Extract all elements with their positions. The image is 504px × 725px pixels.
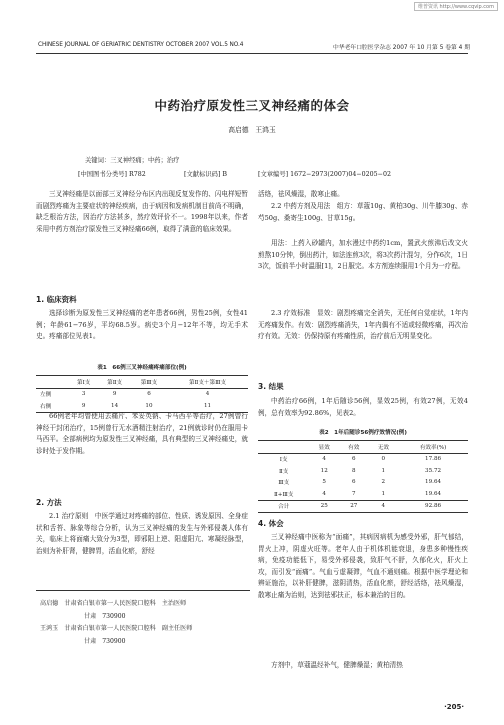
table-2-caption: 表2 1年后随诊56例疗效情况(例) [319,430,407,436]
table-row [258,465,468,477]
table-header-cell: 第Ⅱ支 [98,376,131,389]
table-1-caption: 表1 66例三叉神经痛疼痛部位(例) [97,365,187,371]
article-title: 中药治疗原发性三叉神经痛的体会 [154,98,350,113]
table-header-cell: 第Ⅲ支 [131,376,167,389]
table-cell: Ⅰ支 [279,457,288,464]
table-cell: 14 [98,400,131,412]
table-header-row [36,376,248,389]
table-1 [36,375,248,413]
table-header-cell: 显效 [309,441,339,454]
section-3-heading: 3. 结果 [258,382,284,391]
method-continued: 活络，祛风燥湿，散寒止痛。 [258,190,344,198]
keywords: 关键词：三叉神经痛；中药；治疗 [85,157,180,164]
section-1-text: 选择诊断为原发性三叉神经痛的老年患者66例，男性25例，女性41例；年龄61−76岁，平均68.5岁。病史3个月−12年不等，均无手术史。疼痛部位见表1。 [36,309,248,341]
table-cell: 合计 [258,500,309,513]
table-cell: 5 [322,479,326,486]
page-number: ·205· [444,703,464,711]
table-cell: 4 [309,488,339,500]
section-1-heading: 1. 临床资料 [36,295,77,304]
table-2 [258,440,468,513]
header-rule [36,53,468,54]
watermark-badge: 维普资讯 http://www.cqvip.com [414,2,498,11]
table-cell: 2 [381,479,386,486]
table-header-cell: 无效 [369,441,399,454]
table-cell: 19.64 [425,479,442,486]
table-header-row [258,441,468,454]
footnote-line: 高启德 甘肃省白银市第一人民医院口腔科 主治医师 [40,600,187,607]
table-row [258,488,468,500]
section-4-last-line: 方剂中，草蔻温经补气，健脾燥湿；黄柏清热 [271,661,403,669]
table-cell: 12 [320,467,328,474]
table-row [36,388,248,400]
table-cell: 8 [351,467,356,474]
journal-header-cn: 中华老年口腔医学杂志 2007 年 10 月第 5 卷第 4 期 [333,45,470,51]
journal-header-en: CHINESE JOURNAL OF GERIATRIC DENTISTRY OCTOBER 2007 VOL.5 NO.4 [38,42,244,48]
table-header-cell: 第Ⅰ支 [69,376,98,389]
table-cell: 11 [167,400,248,412]
table-cell: 92.86 [398,500,468,513]
table-cell: 27 [339,500,369,513]
table-header-cell [258,441,309,454]
table-row [258,453,468,465]
table-cell: 17.86 [425,456,442,463]
section-4-heading: 4. 体会 [258,519,284,528]
table-cell: 9 [69,400,98,412]
table-cell: 4 [322,456,326,463]
table-cell: 6 [351,456,356,463]
table-cell: 4 [205,391,210,398]
section-2-2-text: 2.2 中药方剂及用法 组方：草蔻10g、黄柏30g、川牛膝30g、赤芍50g、桑寄生100g、甘草15g。 [258,202,468,222]
section-4-text: 三叉神经痛中医称为“面痛”，其病因病机为感受外邪，肝气郁结，胃火上冲，阴虚火旺等。老年人由于机体机能衰退，身患多种慢性疾病，免疫功能低下，易受外邪侵袭，致肝气不舒，久郁化火，肝火上攻，而引发“面痛”。气血亏虚凝滞，气血不通则痛。根据中医学理论和辨证施治，以补肝健脾，滋阴清热，活血化瘀，舒经活络，祛风燥湿，散寒止痛为治则，达到祛邪扶正，标本兼治的目的。 [258,533,468,599]
table-cell: 0 [381,456,386,463]
table-header-cell: 有效 [339,441,369,454]
footnote-line: 王鸿玉 甘肃省白银市第一人民医院口腔科 副主任医师 [40,625,193,632]
document-code: [文献标识码] B [184,171,228,178]
section-3-text: 中药治疗66例，1年后随诊56例，显效25例，有效27例，无效4例，总有效率为92.86%，见表2。 [258,397,468,417]
section-2-heading: 2. 方法 [36,498,62,507]
table-cell: 3 [81,391,86,398]
usage-paragraph: 用法：上药入砂罐内，加水漫过中药约1cm，置武火煎沸后改文火煎熬10分钟，倒出药汁，如法连煎3次，将3次药汁混匀，分作6次，1日3次，饭前半小时温服[1]，2日服完。本方剂连续服用1个月为一疗程。 [258,239,468,271]
clc-number: [中国图书分类号] R782 [78,171,146,178]
footnote-line: 甘肃 730900 [84,637,126,645]
table-cell: 25 [309,500,339,513]
table-cell: 10 [131,400,167,412]
table-cell: Ⅱ+Ⅲ支 [258,488,309,500]
table-cell: 右侧 [36,400,69,412]
table-header-cell: 第Ⅱ支＋第Ⅲ支 [167,376,248,389]
table-cell: 左侧 [40,392,52,399]
author-footnote [40,598,252,648]
section-2-3-text: 2.3 疗效标准 显效：剧烈疼痛完全消失，无任何自觉症状，1年内无疼痛发作。有效：剧烈疼痛消失，1年内偶有不适或轻微疼痛，再次治疗有效。无效：仍保持原有疼痛性质，治疗前后无明显变化。 [258,309,468,341]
table-cell: 9 [112,391,117,398]
footnote-line: 甘肃 730900 [84,612,126,620]
history-paragraph: 66例老年均曾使用去痛片、苯妥英钠、卡马西平等治疗，27例曾行神经干封闭治疗，15例曾行无水酒精注射治疗，21例就诊时仍在服用卡马西平。全部病例均为原发性三叉神经痛，具有典型的三叉神经痛史，就诊时处于发作期。 [36,412,248,455]
table-cell: 7 [339,488,369,500]
table-cell: 35.72 [425,467,442,474]
table-row [258,477,468,489]
table-cell: 6 [351,479,356,486]
table-cell: 19.64 [398,488,468,500]
table-cell: 4 [369,500,399,513]
intro-paragraph: 三叉神经痛是以面部三叉神经分布区内出现反复发作的、闪电样短暂而剧烈疼痛为主要症状的神经疾病，由于病因和发病机制目前尚不明确，缺乏根治方法，因治疗方法甚多，然疗效评价不一。1998年以来，作者采用中药方剂治疗原发性三叉神经痛66例，取得了满意的临床效果。 [36,190,248,233]
table-cell: 1 [369,488,399,500]
article-authors: 高启德 王鸿玉 [228,126,276,134]
section-2-1-text: 2.1 治疗原则 中医学通过对疼痛的部位、性质、诱发原因、全身症状和舌苔、脉象等综合分析，认为三叉神经痛的发生与外邪侵袭人体有关，临床上将面痛大致分为3型，即邪阳上逆、阳虚阳亢、寒凝经脉型，治则为补肝肾，健脾胃，活血化瘀，舒经 [36,512,248,555]
article-number: [文章编号] 1672−2973(2007)04−0205−02 [258,171,391,178]
footnote-rule [36,590,250,591]
table-total-row [258,500,468,513]
table-cell: 6 [147,391,151,398]
table-header-cell: 有效率(%) [398,441,468,454]
table-header-cell [36,376,69,389]
table-cell: Ⅱ支 [279,468,289,475]
table-cell: 1 [381,467,386,474]
table-cell: Ⅲ支 [278,480,290,487]
